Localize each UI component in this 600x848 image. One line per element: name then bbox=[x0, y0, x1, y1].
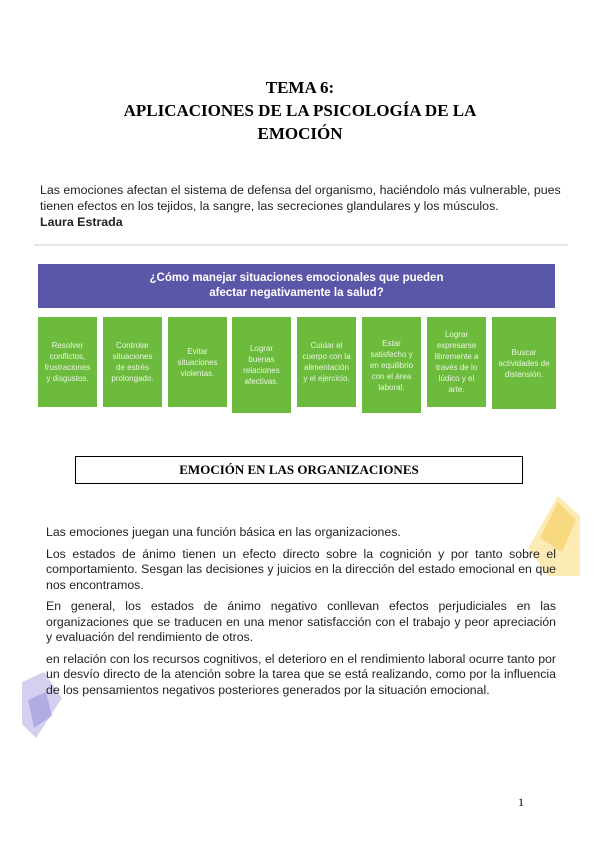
diagram-box: Controlar situaciones de estrés prolongado. bbox=[103, 317, 162, 407]
diagram-box: Resolver conflictos, frustraciones y disgustos. bbox=[38, 317, 97, 407]
paragraph: Los estados de ánimo tienen un efecto directo sobre la cognición y por tanto sobre el comportamiento. Sesgan las decisiones y juicios en la dirección del estado emocional en que nos encontramos. bbox=[46, 546, 556, 592]
paragraph: en relación con los recursos cognitivos, el deterioro en el rendimiento laboral ocurre tanto por un desvío directo de la atención sobre la tarea que se está realizando, como por la influencia de los pensamientos negativos posteriores generados por la situación emocional. bbox=[46, 651, 556, 697]
section-body bbox=[46, 525, 556, 704]
title-line-3: EMOCIÓN bbox=[257, 124, 343, 143]
diagram-boxes bbox=[38, 317, 558, 417]
section-heading-text: EMOCIÓN EN LAS ORGANIZACIONES bbox=[179, 462, 419, 477]
opening-quote bbox=[40, 182, 570, 230]
diagram-box: Estar satisfecho y en equilibrio con el área laboral. bbox=[362, 317, 421, 413]
diagram-box: Evitar situaciones violentas. bbox=[168, 317, 227, 407]
quote-author: Laura Estrada bbox=[40, 215, 123, 229]
divider bbox=[34, 244, 568, 246]
quote-text: Las emociones afectan el sistema de defensa del organismo, haciéndolo más vulnerable, pues tienen efectos en los tejidos, la sangre, las secreciones glandulares y los músculos. bbox=[40, 183, 561, 213]
title-line-1: TEMA 6: bbox=[265, 78, 335, 97]
diagram-heading bbox=[38, 264, 555, 308]
diagram-box: Lograr buenas relaciones afectivas. bbox=[232, 317, 291, 413]
paragraph: En general, los estados de ánimo negativo conllevan efectos perjudiciales en las organizaciones que se traducen en una menor satisfacción con el trabajo y peor apreciación y evaluación del rendimiento de otros. bbox=[46, 599, 556, 644]
section-heading bbox=[75, 456, 523, 484]
diagram-box: Lograr expresarse libremente a través de lo lúdico y el arte. bbox=[427, 317, 486, 407]
page-title bbox=[0, 76, 600, 145]
diagram-box: Cuidar el cuerpo con la alimentación y el ejercicio. bbox=[297, 317, 356, 407]
paragraph: Las emociones juegan una función básica en las organizaciones. bbox=[46, 525, 401, 539]
page-number: 1 bbox=[518, 795, 524, 809]
diagram-box: Buscar actividades de distensión. bbox=[492, 317, 556, 409]
diagram-heading-text: ¿Cómo manejar situaciones emocionales que pueden afectar negativamente la salud? bbox=[149, 272, 444, 299]
title-line-2: APLICACIONES DE LA PSICOLOGÍA DE LA bbox=[123, 101, 477, 120]
